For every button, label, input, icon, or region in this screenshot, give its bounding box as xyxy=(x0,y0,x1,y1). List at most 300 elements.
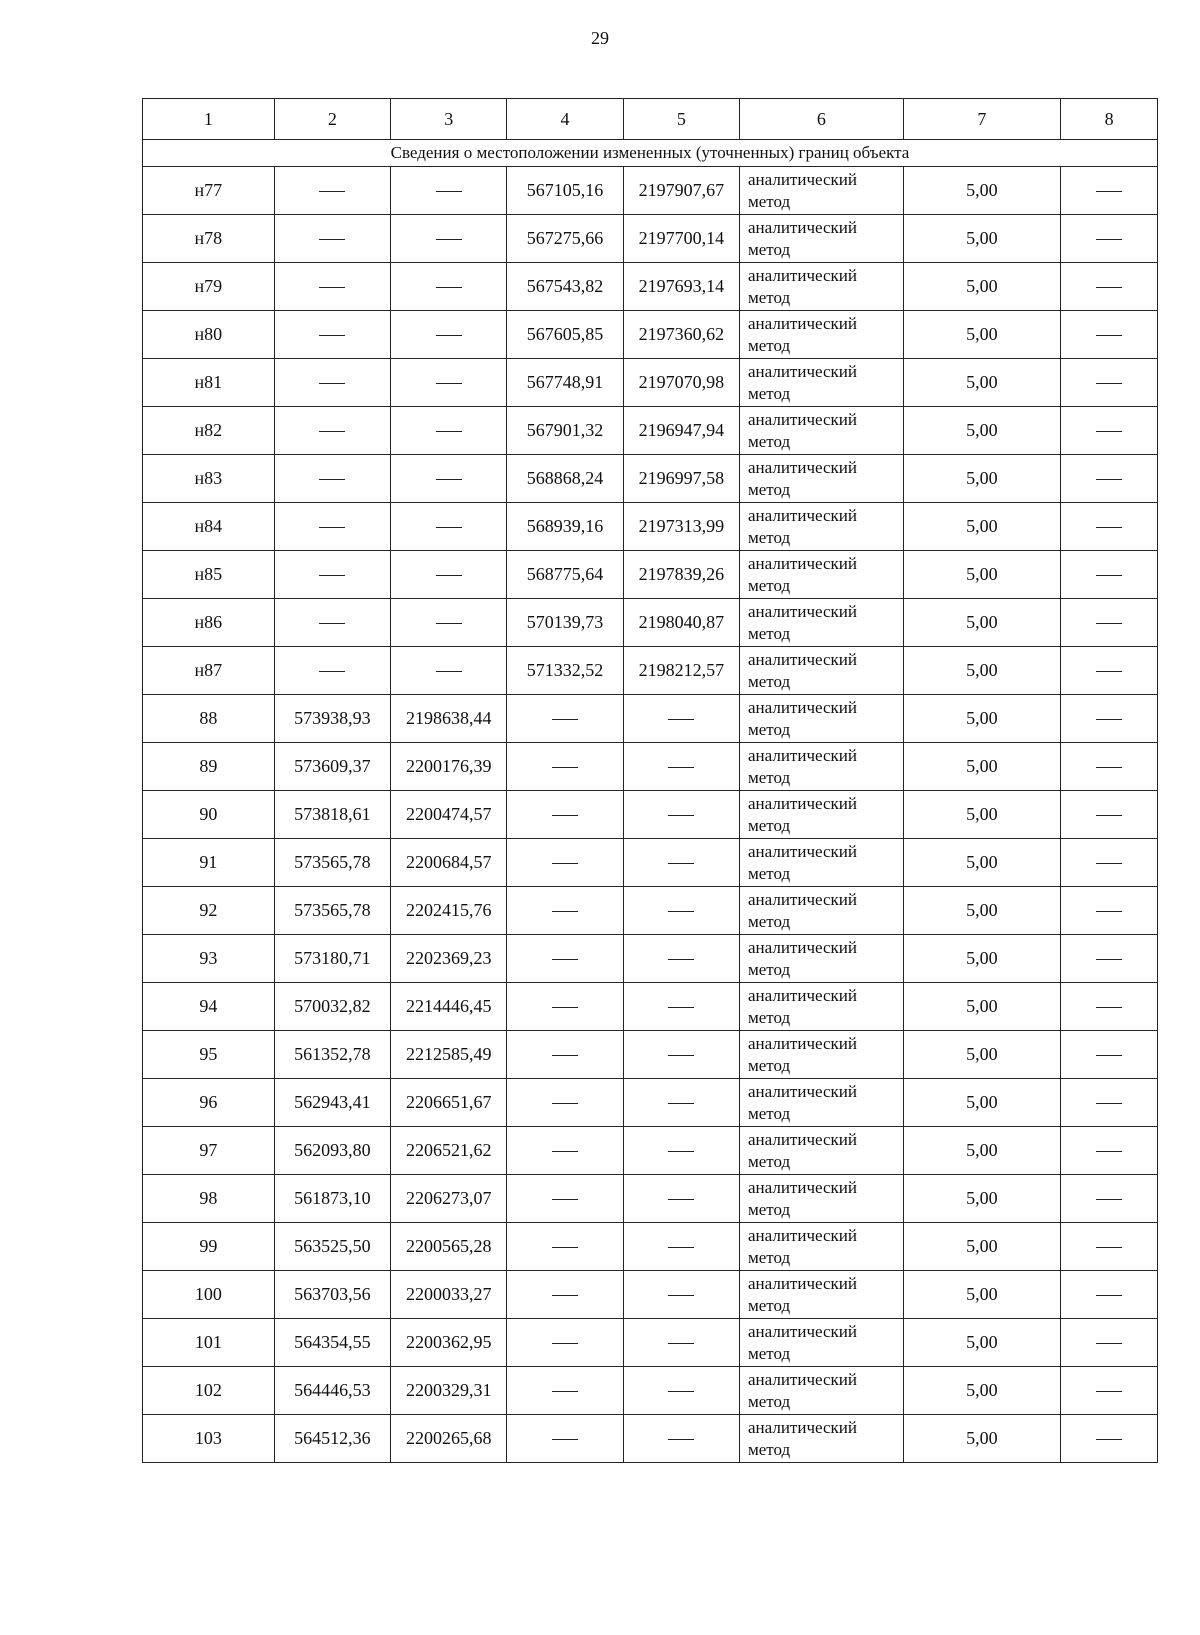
cell-c7: 5,00 xyxy=(903,263,1061,311)
method-cell xyxy=(740,887,904,935)
method-line1: аналитический xyxy=(748,1225,857,1245)
empty-dash xyxy=(1096,287,1122,288)
cell-c3: 2212585,49 xyxy=(391,1031,507,1079)
method-line2: метод xyxy=(748,1343,791,1363)
empty-dash xyxy=(1096,575,1122,576)
method-line1: аналитический xyxy=(748,169,857,189)
method-line2: метод xyxy=(748,1295,791,1315)
empty-dash xyxy=(668,1391,694,1392)
cell-c4: 568775,64 xyxy=(507,551,623,599)
cell-c4: 567748,91 xyxy=(507,359,623,407)
method-line1: аналитический xyxy=(748,841,857,861)
cell-c8 xyxy=(1061,551,1158,599)
table-row xyxy=(143,215,1158,263)
method-line2: метод xyxy=(748,335,791,355)
cell-c4 xyxy=(507,1079,623,1127)
empty-dash xyxy=(1096,1343,1122,1344)
column-header: 1 xyxy=(143,99,275,140)
cell-c4 xyxy=(507,1271,623,1319)
cell-c7: 5,00 xyxy=(903,407,1061,455)
cell-c7: 5,00 xyxy=(903,887,1061,935)
cell-c8 xyxy=(1061,503,1158,551)
empty-dash xyxy=(436,671,462,672)
cell-c7: 5,00 xyxy=(903,743,1061,791)
empty-dash xyxy=(552,1055,578,1056)
cell-c8 xyxy=(1061,359,1158,407)
empty-dash xyxy=(552,1007,578,1008)
cell-c7: 5,00 xyxy=(903,311,1061,359)
empty-dash xyxy=(319,287,345,288)
method-cell xyxy=(740,1079,904,1127)
cell-c8 xyxy=(1061,791,1158,839)
empty-dash xyxy=(668,767,694,768)
cell-c1: 100 xyxy=(143,1271,275,1319)
cell-c3: 2200265,68 xyxy=(391,1415,507,1463)
cell-c5 xyxy=(623,935,739,983)
cell-c5 xyxy=(623,695,739,743)
method-line2: метод xyxy=(748,959,791,979)
cell-c5 xyxy=(623,1319,739,1367)
cell-c7: 5,00 xyxy=(903,1031,1061,1079)
method-cell xyxy=(740,215,904,263)
cell-c2: 573565,78 xyxy=(274,839,390,887)
cell-c7: 5,00 xyxy=(903,599,1061,647)
empty-dash xyxy=(319,335,345,336)
table-row xyxy=(143,983,1158,1031)
cell-c8 xyxy=(1061,1319,1158,1367)
method-cell xyxy=(740,791,904,839)
method-line2: метод xyxy=(748,1439,791,1459)
cell-c4 xyxy=(507,1175,623,1223)
header-row xyxy=(143,99,1158,140)
empty-dash xyxy=(1096,1295,1122,1296)
method-cell xyxy=(740,455,904,503)
method-line2: метод xyxy=(748,1391,791,1411)
cell-c4: 567275,66 xyxy=(507,215,623,263)
table-row xyxy=(143,1367,1158,1415)
cell-c4: 568868,24 xyxy=(507,455,623,503)
cell-c1: н80 xyxy=(143,311,275,359)
method-cell xyxy=(740,359,904,407)
empty-dash xyxy=(1096,959,1122,960)
method-cell xyxy=(740,1319,904,1367)
empty-dash xyxy=(668,1199,694,1200)
method-cell xyxy=(740,407,904,455)
cell-c5 xyxy=(623,1175,739,1223)
cell-c2 xyxy=(274,599,390,647)
cell-c3 xyxy=(391,407,507,455)
cell-c7: 5,00 xyxy=(903,1127,1061,1175)
cell-c2: 564354,55 xyxy=(274,1319,390,1367)
method-line2: метод xyxy=(748,671,791,691)
cell-c2 xyxy=(274,359,390,407)
method-line2: метод xyxy=(748,1007,791,1027)
cell-c8 xyxy=(1061,263,1158,311)
cell-c4: 567543,82 xyxy=(507,263,623,311)
cell-c2 xyxy=(274,503,390,551)
empty-dash xyxy=(552,719,578,720)
cell-c1: н77 xyxy=(143,167,275,215)
cell-c7: 5,00 xyxy=(903,359,1061,407)
empty-dash xyxy=(668,1055,694,1056)
cell-c5 xyxy=(623,1079,739,1127)
empty-dash xyxy=(552,1295,578,1296)
method-line1: аналитический xyxy=(748,313,857,333)
cell-c8 xyxy=(1061,695,1158,743)
method-cell xyxy=(740,983,904,1031)
cell-c1: 89 xyxy=(143,743,275,791)
empty-dash xyxy=(552,1439,578,1440)
cell-c4 xyxy=(507,743,623,791)
empty-dash xyxy=(1096,1151,1122,1152)
method-line1: аналитический xyxy=(748,1417,857,1437)
cell-c2 xyxy=(274,455,390,503)
method-line1: аналитический xyxy=(748,1321,857,1341)
cell-c5 xyxy=(623,791,739,839)
column-header: 8 xyxy=(1061,99,1158,140)
method-cell xyxy=(740,1415,904,1463)
cell-c3: 2200565,28 xyxy=(391,1223,507,1271)
method-cell xyxy=(740,695,904,743)
empty-dash xyxy=(319,431,345,432)
cell-c2: 563525,50 xyxy=(274,1223,390,1271)
cell-c4 xyxy=(507,1223,623,1271)
table-row xyxy=(143,407,1158,455)
cell-c8 xyxy=(1061,1079,1158,1127)
cell-c2: 563703,56 xyxy=(274,1271,390,1319)
cell-c2 xyxy=(274,311,390,359)
method-line2: метод xyxy=(748,623,791,643)
empty-dash xyxy=(436,191,462,192)
cell-c4 xyxy=(507,887,623,935)
empty-dash xyxy=(1096,719,1122,720)
empty-dash xyxy=(552,1391,578,1392)
empty-dash xyxy=(436,287,462,288)
cell-c8 xyxy=(1061,455,1158,503)
cell-c2 xyxy=(274,167,390,215)
cell-c7: 5,00 xyxy=(903,983,1061,1031)
table-row xyxy=(143,695,1158,743)
cell-c3 xyxy=(391,455,507,503)
table-row xyxy=(143,1079,1158,1127)
method-line2: метод xyxy=(748,1103,791,1123)
method-cell xyxy=(740,1223,904,1271)
cell-c5: 2197839,26 xyxy=(623,551,739,599)
cell-c5 xyxy=(623,983,739,1031)
cell-c3: 2200033,27 xyxy=(391,1271,507,1319)
empty-dash xyxy=(668,959,694,960)
method-cell xyxy=(740,167,904,215)
empty-dash xyxy=(1096,191,1122,192)
cell-c3 xyxy=(391,551,507,599)
method-line1: аналитический xyxy=(748,985,857,1005)
cell-c7: 5,00 xyxy=(903,1079,1061,1127)
empty-dash xyxy=(668,1343,694,1344)
cell-c1: н81 xyxy=(143,359,275,407)
cell-c3: 2200176,39 xyxy=(391,743,507,791)
empty-dash xyxy=(436,335,462,336)
cell-c5 xyxy=(623,1223,739,1271)
cell-c2 xyxy=(274,407,390,455)
table-row xyxy=(143,647,1158,695)
method-cell xyxy=(740,935,904,983)
page-number: 29 xyxy=(591,28,609,48)
cell-c7: 5,00 xyxy=(903,1271,1061,1319)
cell-c2: 570032,82 xyxy=(274,983,390,1031)
cell-c1: н78 xyxy=(143,215,275,263)
cell-c4 xyxy=(507,983,623,1031)
method-line1: аналитический xyxy=(748,793,857,813)
cell-c2: 562943,41 xyxy=(274,1079,390,1127)
empty-dash xyxy=(319,575,345,576)
cell-c1: 92 xyxy=(143,887,275,935)
cell-c5: 2196997,58 xyxy=(623,455,739,503)
cell-c5 xyxy=(623,1367,739,1415)
cell-c1: 103 xyxy=(143,1415,275,1463)
empty-dash xyxy=(552,815,578,816)
method-line2: метод xyxy=(748,431,791,451)
method-cell xyxy=(740,311,904,359)
cell-c3: 2200684,57 xyxy=(391,839,507,887)
cell-c5: 2197907,67 xyxy=(623,167,739,215)
cell-c7: 5,00 xyxy=(903,455,1061,503)
method-line1: аналитический xyxy=(748,601,857,621)
cell-c8 xyxy=(1061,1367,1158,1415)
cell-c3: 2206651,67 xyxy=(391,1079,507,1127)
cell-c4 xyxy=(507,1031,623,1079)
cell-c1: 90 xyxy=(143,791,275,839)
cell-c1: н79 xyxy=(143,263,275,311)
cell-c8 xyxy=(1061,311,1158,359)
method-line1: аналитический xyxy=(748,1177,857,1197)
cell-c5 xyxy=(623,1127,739,1175)
section-title: Сведения о местоположении измененных (уточненных) границ объекта xyxy=(143,140,1158,167)
table-row xyxy=(143,1127,1158,1175)
empty-dash xyxy=(668,911,694,912)
method-line2: метод xyxy=(748,815,791,835)
cell-c3: 2206521,62 xyxy=(391,1127,507,1175)
cell-c2: 573565,78 xyxy=(274,887,390,935)
empty-dash xyxy=(1096,1439,1122,1440)
cell-c4 xyxy=(507,839,623,887)
cell-c3 xyxy=(391,215,507,263)
method-cell xyxy=(740,599,904,647)
cell-c2: 573180,71 xyxy=(274,935,390,983)
cell-c4 xyxy=(507,791,623,839)
cell-c3: 2214446,45 xyxy=(391,983,507,1031)
cell-c7: 5,00 xyxy=(903,1367,1061,1415)
empty-dash xyxy=(1096,1103,1122,1104)
cell-c5: 2197313,99 xyxy=(623,503,739,551)
empty-dash xyxy=(1096,1391,1122,1392)
cell-c3: 2198638,44 xyxy=(391,695,507,743)
cell-c7: 5,00 xyxy=(903,215,1061,263)
cell-c4 xyxy=(507,935,623,983)
empty-dash xyxy=(668,1151,694,1152)
cell-c4: 568939,16 xyxy=(507,503,623,551)
cell-c2: 564446,53 xyxy=(274,1367,390,1415)
empty-dash xyxy=(1096,1055,1122,1056)
cell-c8 xyxy=(1061,1271,1158,1319)
table-row xyxy=(143,503,1158,551)
cell-c8 xyxy=(1061,215,1158,263)
empty-dash xyxy=(668,1007,694,1008)
method-line2: метод xyxy=(748,1247,791,1267)
table-row xyxy=(143,1175,1158,1223)
cell-c3: 2202369,23 xyxy=(391,935,507,983)
table-row xyxy=(143,1223,1158,1271)
cell-c7: 5,00 xyxy=(903,167,1061,215)
empty-dash xyxy=(668,1247,694,1248)
cell-c4 xyxy=(507,1367,623,1415)
cell-c5 xyxy=(623,887,739,935)
method-cell xyxy=(740,839,904,887)
empty-dash xyxy=(319,623,345,624)
empty-dash xyxy=(552,1247,578,1248)
cell-c4 xyxy=(507,1127,623,1175)
method-line1: аналитический xyxy=(748,217,857,237)
cell-c3: 2200474,57 xyxy=(391,791,507,839)
cell-c7: 5,00 xyxy=(903,1223,1061,1271)
empty-dash xyxy=(1096,815,1122,816)
empty-dash xyxy=(552,1343,578,1344)
method-line2: метод xyxy=(748,911,791,931)
method-line1: аналитический xyxy=(748,1369,857,1389)
table-row xyxy=(143,167,1158,215)
empty-dash xyxy=(1096,863,1122,864)
cell-c7: 5,00 xyxy=(903,1415,1061,1463)
cell-c4: 571332,52 xyxy=(507,647,623,695)
empty-dash xyxy=(1096,1199,1122,1200)
cell-c2: 561352,78 xyxy=(274,1031,390,1079)
cell-c4: 567605,85 xyxy=(507,311,623,359)
cell-c7: 5,00 xyxy=(903,503,1061,551)
cell-c8 xyxy=(1061,887,1158,935)
cell-c3 xyxy=(391,359,507,407)
cell-c1: 96 xyxy=(143,1079,275,1127)
method-cell xyxy=(740,1127,904,1175)
table-row xyxy=(143,839,1158,887)
table-row xyxy=(143,263,1158,311)
cell-c2 xyxy=(274,551,390,599)
empty-dash xyxy=(319,527,345,528)
empty-dash xyxy=(1096,1007,1122,1008)
cell-c1: н85 xyxy=(143,551,275,599)
method-line1: аналитический xyxy=(748,409,857,429)
cell-c7: 5,00 xyxy=(903,647,1061,695)
method-line2: метод xyxy=(748,767,791,787)
cell-c8 xyxy=(1061,743,1158,791)
method-line2: метод xyxy=(748,719,791,739)
cell-c8 xyxy=(1061,1127,1158,1175)
method-line2: метод xyxy=(748,527,791,547)
cell-c8 xyxy=(1061,935,1158,983)
cell-c4 xyxy=(507,1319,623,1367)
empty-dash xyxy=(1096,767,1122,768)
table-row xyxy=(143,311,1158,359)
method-line2: метод xyxy=(748,1199,791,1219)
empty-dash xyxy=(319,671,345,672)
empty-dash xyxy=(552,1199,578,1200)
empty-dash xyxy=(319,479,345,480)
table-row xyxy=(143,599,1158,647)
method-line2: метод xyxy=(748,287,791,307)
method-line1: аналитический xyxy=(748,361,857,381)
cell-c1: н84 xyxy=(143,503,275,551)
method-line1: аналитический xyxy=(748,553,857,573)
table-row xyxy=(143,551,1158,599)
empty-dash xyxy=(668,863,694,864)
empty-dash xyxy=(1096,911,1122,912)
cell-c1: 98 xyxy=(143,1175,275,1223)
cell-c2: 573938,93 xyxy=(274,695,390,743)
cell-c4: 567901,32 xyxy=(507,407,623,455)
cell-c4 xyxy=(507,1415,623,1463)
method-cell xyxy=(740,1031,904,1079)
empty-dash xyxy=(668,815,694,816)
cell-c4: 567105,16 xyxy=(507,167,623,215)
method-line2: метод xyxy=(748,1151,791,1171)
method-line1: аналитический xyxy=(748,745,857,765)
method-line2: метод xyxy=(748,479,791,499)
column-header: 2 xyxy=(274,99,390,140)
cell-c2: 573609,37 xyxy=(274,743,390,791)
method-line1: аналитический xyxy=(748,265,857,285)
method-line2: метод xyxy=(748,383,791,403)
column-header: 4 xyxy=(507,99,623,140)
cell-c8 xyxy=(1061,839,1158,887)
cell-c1: н87 xyxy=(143,647,275,695)
empty-dash xyxy=(552,863,578,864)
method-line1: аналитический xyxy=(748,937,857,957)
table-row xyxy=(143,359,1158,407)
table-row xyxy=(143,1271,1158,1319)
cell-c2 xyxy=(274,263,390,311)
cell-c2: 561873,10 xyxy=(274,1175,390,1223)
section-row xyxy=(143,140,1158,167)
cell-c8 xyxy=(1061,167,1158,215)
cell-c3 xyxy=(391,647,507,695)
method-line2: метод xyxy=(748,239,791,259)
empty-dash xyxy=(436,575,462,576)
cell-c1: н82 xyxy=(143,407,275,455)
cell-c2 xyxy=(274,647,390,695)
cell-c5: 2198212,57 xyxy=(623,647,739,695)
table-row xyxy=(143,1031,1158,1079)
cell-c1: 95 xyxy=(143,1031,275,1079)
method-line1: аналитический xyxy=(748,1129,857,1149)
empty-dash xyxy=(552,959,578,960)
empty-dash xyxy=(436,479,462,480)
cell-c5 xyxy=(623,1271,739,1319)
column-header: 6 xyxy=(740,99,904,140)
table-row xyxy=(143,1415,1158,1463)
cell-c3 xyxy=(391,599,507,647)
empty-dash xyxy=(319,191,345,192)
cell-c1: н83 xyxy=(143,455,275,503)
table-row xyxy=(143,887,1158,935)
table-row xyxy=(143,1319,1158,1367)
cell-c8 xyxy=(1061,983,1158,1031)
cell-c5: 2197693,14 xyxy=(623,263,739,311)
table-row xyxy=(143,935,1158,983)
empty-dash xyxy=(1096,383,1122,384)
cell-c5: 2197360,62 xyxy=(623,311,739,359)
cell-c7: 5,00 xyxy=(903,695,1061,743)
cell-c5: 2197070,98 xyxy=(623,359,739,407)
empty-dash xyxy=(436,623,462,624)
cell-c7: 5,00 xyxy=(903,935,1061,983)
